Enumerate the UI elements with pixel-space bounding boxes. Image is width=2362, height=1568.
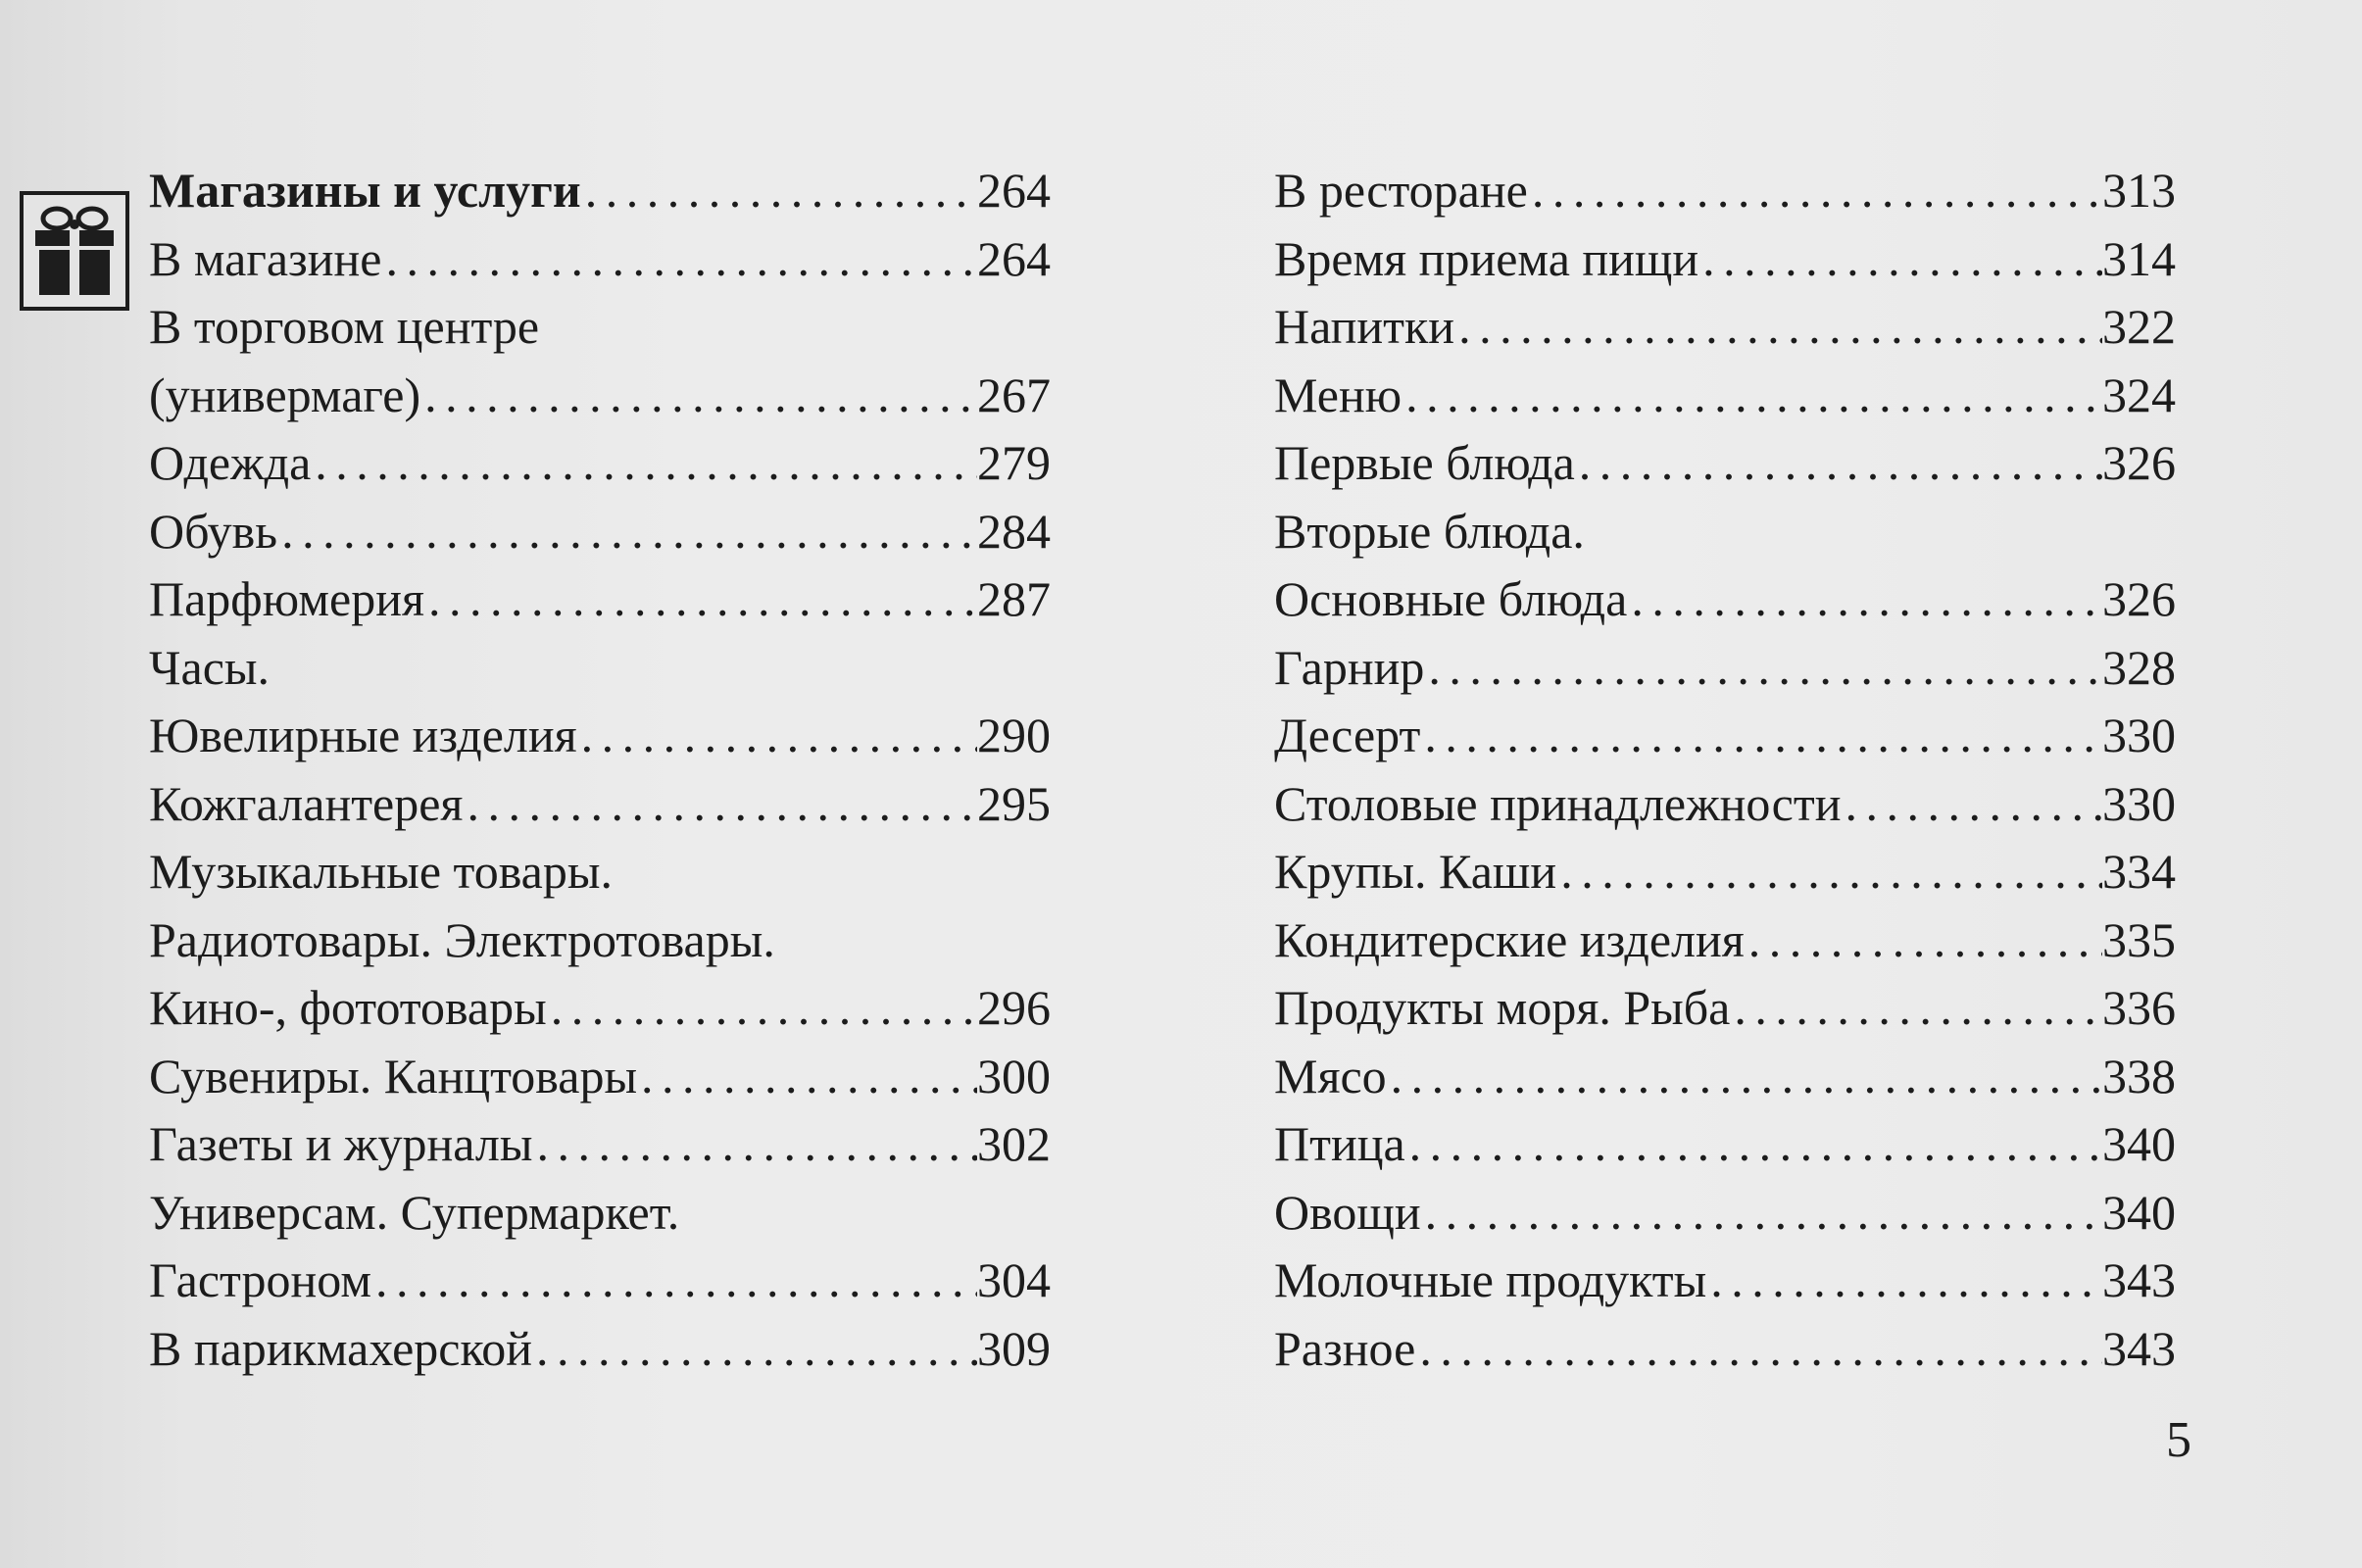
toc-entry-page: 296 xyxy=(977,980,1051,1035)
toc-entry xyxy=(1274,1043,2176,1111)
toc-entry-label: В торговом центре xyxy=(149,299,540,354)
toc-leader-dots xyxy=(1841,770,2102,839)
toc-entry-label: Крупы. Каши xyxy=(1274,844,1557,899)
toc-leader-dots xyxy=(1706,1247,2102,1315)
toc-entry-label: Овощи xyxy=(1274,1184,1421,1240)
toc-left-column xyxy=(149,157,1051,1383)
toc-entry xyxy=(1274,838,2176,906)
toc-entry-page: 330 xyxy=(2102,708,2176,762)
toc-entry-label: Радиотовары. Электротовары. xyxy=(149,911,775,967)
toc-entry xyxy=(1274,293,2176,362)
toc-entry-page: 279 xyxy=(977,435,1051,490)
toc-entry-label: Парфюмерия xyxy=(149,571,424,626)
toc-entry xyxy=(1274,498,2176,566)
toc-entry-label: Столовые принадлежности xyxy=(1274,775,1842,831)
toc-entry-page: 330 xyxy=(2102,775,2176,831)
toc-leader-dots xyxy=(1420,702,2102,770)
toc-entry xyxy=(149,157,1051,225)
toc-entry-label: В парикмахерской xyxy=(149,1320,532,1376)
toc-entry-label: Ювелирные изделия xyxy=(149,708,577,762)
toc-entry xyxy=(1274,1110,2176,1179)
toc-entry-page: 290 xyxy=(977,708,1051,762)
toc-entry-label: Напитки xyxy=(1274,299,1455,354)
toc-entry xyxy=(149,634,1051,703)
toc-entry xyxy=(1274,1179,2176,1248)
toc-entry-label: Вторые блюда. xyxy=(1274,503,1585,559)
page-number: 5 xyxy=(2166,1412,2191,1468)
toc-entry xyxy=(1274,1315,2176,1384)
toc-entry-label: Первые блюда xyxy=(1274,435,1575,490)
toc-leader-dots xyxy=(637,1043,977,1111)
toc-entry-label: Время приема пищи xyxy=(1274,230,1699,286)
toc-entry-label: Универсам. Супермаркет. xyxy=(149,1184,680,1240)
toc-leader-dots xyxy=(1402,362,2102,430)
toc-entry-label: Мясо xyxy=(1274,1048,1387,1103)
toc-entry-page: 300 xyxy=(977,1048,1051,1103)
toc-entry-label: Кожгалантерея xyxy=(149,775,464,831)
toc-entry-label: Молочные продукты xyxy=(1274,1252,1707,1307)
toc-entry-page: 322 xyxy=(2102,299,2176,354)
toc-leader-dots xyxy=(1415,1315,2102,1384)
toc-leader-dots xyxy=(1454,293,2102,362)
toc-entry-page: 338 xyxy=(2102,1048,2176,1103)
toc-entry-label: Газеты и журналы xyxy=(149,1116,533,1171)
toc-leader-dots xyxy=(532,1315,977,1384)
toc-entry-page: 340 xyxy=(2102,1116,2176,1171)
toc-entry-page: 324 xyxy=(2102,367,2176,422)
toc-entry xyxy=(149,565,1051,634)
toc-leader-dots xyxy=(547,974,977,1043)
toc-leader-dots xyxy=(420,362,977,430)
toc-leader-dots xyxy=(1730,974,2102,1043)
toc-entry-label: Гастроном xyxy=(149,1252,371,1307)
toc-entry-label: (универмаге) xyxy=(149,367,421,422)
toc-entry xyxy=(149,498,1051,566)
toc-entry xyxy=(1274,1247,2176,1315)
toc-entry xyxy=(149,225,1051,294)
toc-entry xyxy=(1274,634,2176,703)
toc-leader-dots xyxy=(382,225,978,294)
toc-entry-page: 264 xyxy=(977,163,1051,218)
toc-entry xyxy=(149,293,1051,362)
toc-leader-dots xyxy=(1528,157,2102,225)
toc-leader-dots xyxy=(1421,1179,2102,1248)
toc-entry-label: Основные блюда xyxy=(1274,571,1628,626)
toc-entry-page: 340 xyxy=(2102,1184,2176,1240)
toc-entry-page: 343 xyxy=(2102,1320,2176,1376)
toc-entry-page: 304 xyxy=(977,1252,1051,1307)
toc-right-column xyxy=(1274,157,2176,1383)
toc-entry xyxy=(149,1043,1051,1111)
toc-entry-page: 336 xyxy=(2102,980,2176,1035)
toc-leader-dots xyxy=(1387,1043,2102,1111)
toc-entry xyxy=(149,906,1051,975)
toc-entry-page: 326 xyxy=(2102,571,2176,626)
toc-entry xyxy=(1274,974,2176,1043)
toc-leader-dots xyxy=(1556,838,2102,906)
toc-leader-dots xyxy=(1698,225,2102,294)
toc-entry xyxy=(149,770,1051,839)
toc-entry-label: Гарнир xyxy=(1274,639,1425,695)
toc-entry xyxy=(149,362,1051,430)
toc-entry xyxy=(149,1315,1051,1384)
toc-entry-page: 267 xyxy=(977,367,1051,422)
toc-leader-dots xyxy=(1575,429,2102,498)
toc-leader-dots xyxy=(1745,906,2102,975)
toc-entry xyxy=(149,1179,1051,1248)
toc-entry xyxy=(1274,157,2176,225)
section-icon-box xyxy=(20,191,129,311)
toc-entry-label: Меню xyxy=(1274,367,1402,422)
toc-entry-page: 335 xyxy=(2102,911,2176,967)
toc-entry xyxy=(1274,906,2176,975)
toc-leader-dots xyxy=(424,565,977,634)
toc-entry xyxy=(1274,429,2176,498)
toc-leader-dots xyxy=(371,1247,977,1315)
toc-entry-label: Часы. xyxy=(149,639,270,695)
toc-entry-page: 343 xyxy=(2102,1252,2176,1307)
toc-entry-label: Птица xyxy=(1274,1116,1405,1171)
toc-leader-dots xyxy=(532,1110,977,1179)
toc-entry-label: Сувениры. Канцтовары xyxy=(149,1048,638,1103)
toc-entry-page: 295 xyxy=(977,775,1051,831)
toc-entry-page: 314 xyxy=(2102,230,2176,286)
toc-entry-page: 264 xyxy=(977,230,1051,286)
toc-leader-dots xyxy=(1405,1110,2102,1179)
toc-entry xyxy=(1274,702,2176,770)
toc-entry-page: 334 xyxy=(2102,844,2176,899)
gift-icon xyxy=(29,201,120,301)
toc-entry-label: Десерт xyxy=(1274,708,1421,762)
toc-entry xyxy=(149,429,1051,498)
toc-entry-label: Продукты моря. Рыба xyxy=(1274,980,1731,1035)
toc-entry-label: Магазины и услуги xyxy=(149,163,581,218)
toc-entry xyxy=(1274,225,2176,294)
toc-entry-page: 326 xyxy=(2102,435,2176,490)
toc-leader-dots xyxy=(1424,634,2102,703)
toc-leader-dots xyxy=(311,429,977,498)
toc-entry-page: 284 xyxy=(977,503,1051,559)
toc-leader-dots xyxy=(463,770,977,839)
toc-entry xyxy=(149,1110,1051,1179)
toc-entry xyxy=(149,838,1051,906)
toc-entry-label: Обувь xyxy=(149,503,278,559)
toc-entry-label: В ресторане xyxy=(1274,163,1528,218)
toc-entry xyxy=(149,974,1051,1043)
toc-entry-page: 328 xyxy=(2102,639,2176,695)
toc-entry-page: 309 xyxy=(977,1320,1051,1376)
toc-entry xyxy=(149,1247,1051,1315)
toc-entry xyxy=(1274,565,2176,634)
toc-entry xyxy=(1274,362,2176,430)
toc-leader-dots xyxy=(581,157,977,225)
toc-entry-page: 313 xyxy=(2102,163,2176,218)
toc-entry-page: 287 xyxy=(977,571,1051,626)
toc-entry-label: Кондитерские изделия xyxy=(1274,911,1745,967)
toc-entry xyxy=(149,702,1051,770)
toc-entry-label: Разное xyxy=(1274,1320,1416,1376)
toc-leader-dots xyxy=(277,498,977,566)
toc-entry-label: Одежда xyxy=(149,435,312,490)
toc-entry-label: В магазине xyxy=(149,230,382,286)
toc-leader-dots xyxy=(1627,565,2102,634)
toc-entry xyxy=(1274,770,2176,839)
toc-entry-page: 302 xyxy=(977,1116,1051,1171)
toc-entry-label: Музыкальные товары. xyxy=(149,844,613,899)
toc-entry-label: Кино-, фототовары xyxy=(149,980,547,1035)
toc-leader-dots xyxy=(577,702,977,770)
